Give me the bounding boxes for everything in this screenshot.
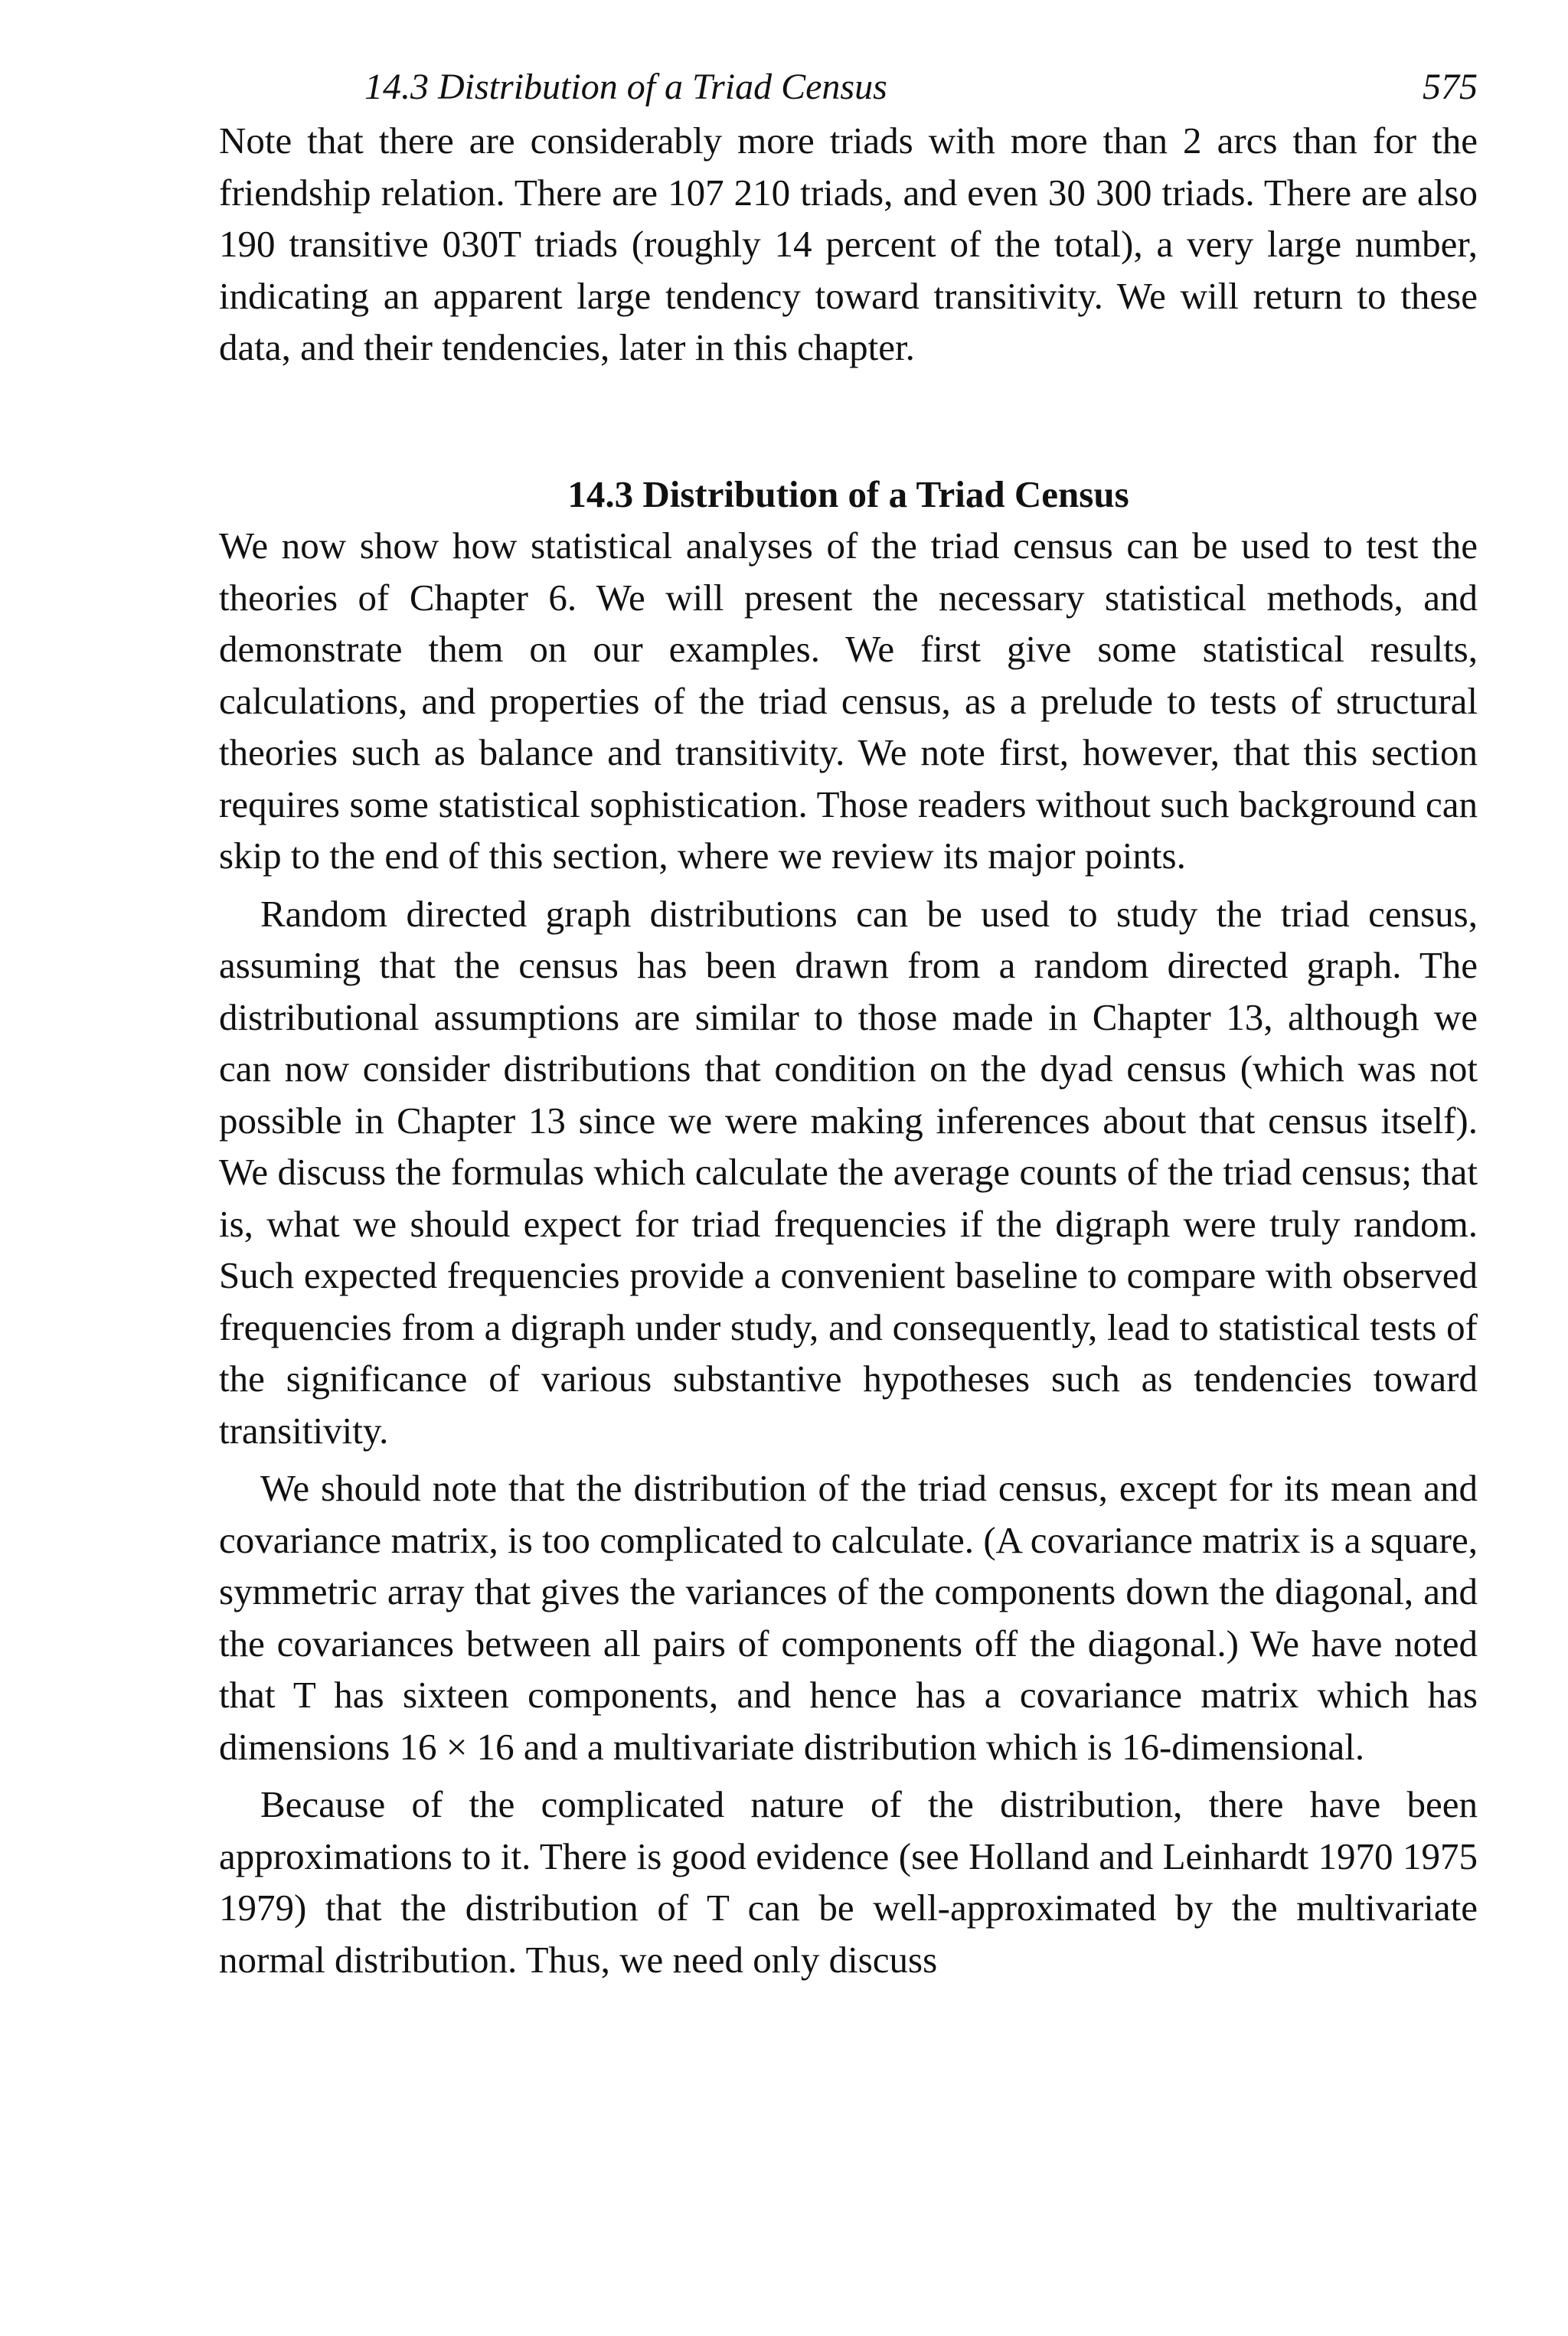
book-page	[219, 54, 1478, 1985]
paragraph-4: We should note that the distribution of the triad census, except for its mean and covariance matrix, is too complicated to calculate. (A covariance matrix is a square, symmetric array that gives the variances of the components down the diagonal, and the covariances between all pairs of components off the diagonal.) We have noted that T has sixteen components, and hence has a covariance matrix which has dimensions 16 × 16 and a multivariate distribution which is 16-dimensional.	[219, 1467, 1478, 1768]
paragraph-2: We now show how statistical analyses of the triad census can be used to test the theories of Chapter 6. We will present the necessary statistical methods, and demonstrate them on our examples. We first give some statistical results, calculations, and properties of the triad census, as a prelude to tests of structural theories such as balance and transitivity. We note first, however, that this section requires some statistical sophistication. Those readers without such background can skip to the end of this section, where we review its major points.	[219, 524, 1478, 877]
paragraph-1: Note that there are considerably more triads with more than 2 arcs than for the friendship relation. There are 107 210 triads, and even 30 300 triads. There are also 190 transitive 030T triads (roughly 14 percent of the total), a very large number, indicating an apparent large tendency toward transitivity. We will return to these data, and their tendencies, later in this chapter.	[219, 119, 1478, 368]
paragraph-5: Because of the complicated nature of the distribution, there have been approximations to it. There is good evidence (see Holland and Leinhardt 1970 1975 1979) that the distribution of T can be well-approximated by the multivariate normal distribution. Thus, we need only discuss	[219, 1783, 1478, 1981]
body-text	[219, 115, 1478, 1985]
page-number: 575	[1423, 67, 1478, 107]
section-heading: 14.3 Distribution of a Triad Census	[567, 472, 1129, 515]
running-head	[219, 54, 1478, 115]
running-head-title: 14.3 Distribution of a Triad Census	[364, 67, 887, 107]
paragraph-3: Random directed graph distributions can be used to study the triad census, assuming that the census has been drawn from a random directed graph. The distributional assumptions are similar to those made in Chapter 13, although we can now consider distributions that condition on the dyad census (which was not possible in Chapter 13 since we were making inferences about that census itself). We discuss the formulas which calculate the average counts of the triad census; that is, what we should expect for triad frequencies if the digraph were truly random. Such expected frequencies provide a convenient baseline to compare with observed frequencies from a digraph under study, and consequently, lead to statistical tests of the significance of various substantive hypotheses such as tendencies toward transitivity.	[219, 892, 1478, 1452]
